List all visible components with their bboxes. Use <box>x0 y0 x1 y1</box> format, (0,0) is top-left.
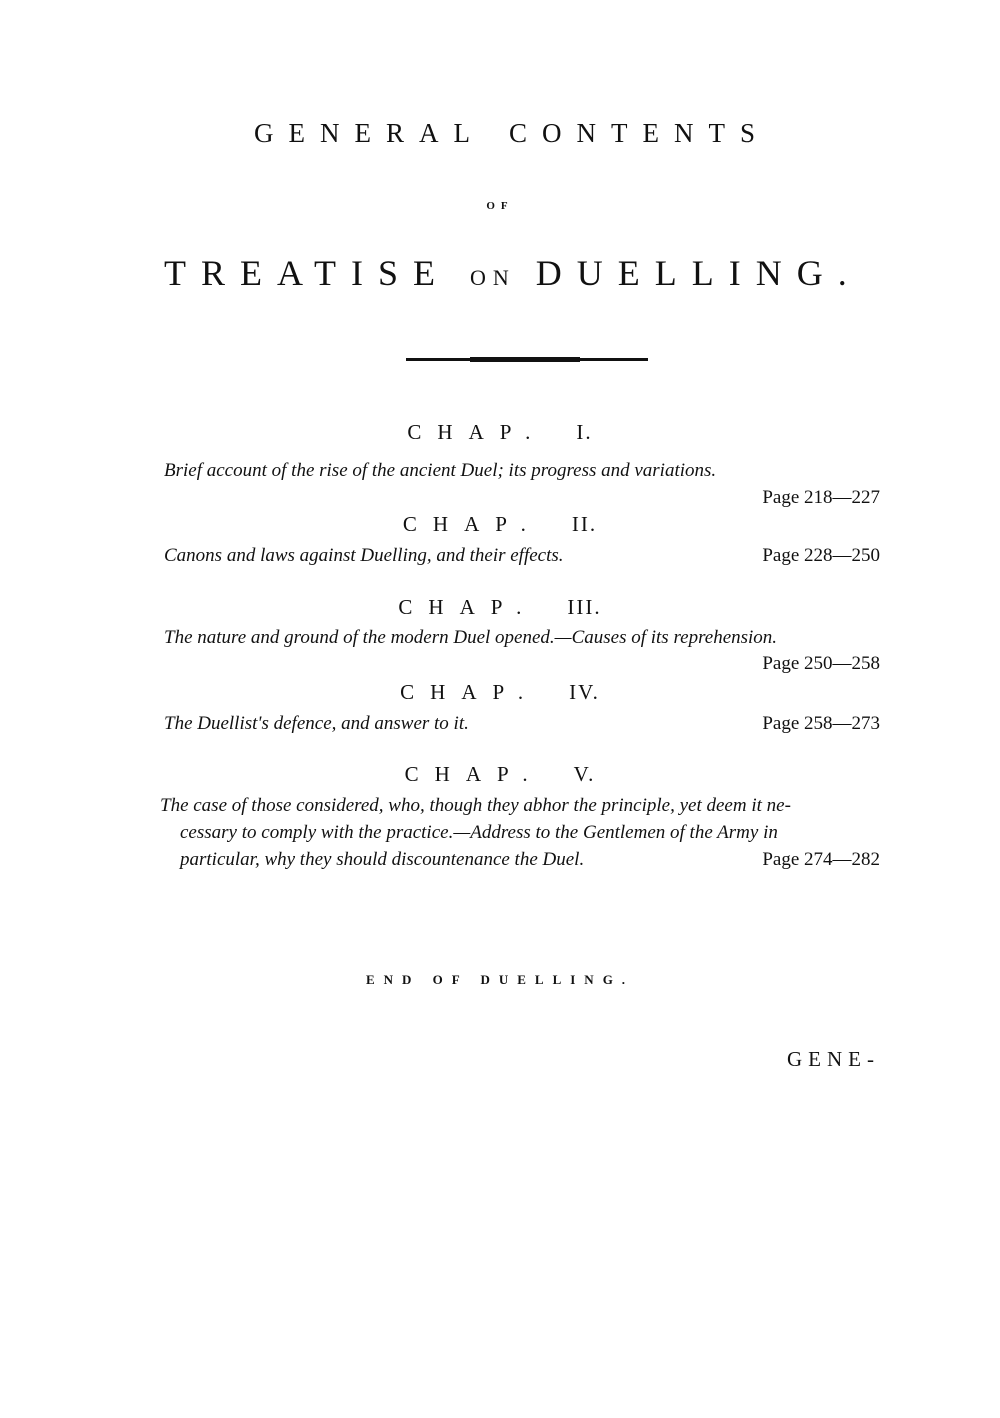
chapter-heading-2 <box>0 512 1000 537</box>
chap-label: CHAP. <box>400 680 540 704</box>
chap-label: CHAP. <box>398 595 538 619</box>
title-word-general: GENERAL <box>254 118 485 148</box>
ornamental-rule-center <box>470 357 580 362</box>
chapter-heading-3 <box>0 595 1000 620</box>
chap-numeral: III. <box>567 595 602 619</box>
title-general-contents <box>0 118 1000 149</box>
chapter-2-description: Canons and laws against Duelling, and their effects. <box>164 545 564 566</box>
chapter-4-pages: Page 258—273 <box>762 713 880 734</box>
chapter-3-pages: Page 250—258 <box>762 653 880 674</box>
catchword: GENE- <box>787 1047 880 1071</box>
chapter-5-pages: Page 274—282 <box>762 849 880 870</box>
chap-label: CHAP. <box>402 512 542 536</box>
chap-label: CHAP. <box>404 762 544 786</box>
chapter-4-description: The Duellist's defence, and answer to it. <box>164 713 469 734</box>
chapter-3-description: The nature and ground of the modern Duel opened.—Causes of its reprehension. <box>164 627 778 648</box>
chapter-2-pages: Page 228—250 <box>762 545 880 566</box>
chap-label: CHAP. <box>407 420 547 444</box>
title-word-treatise: TREATISE <box>164 253 450 293</box>
chap-numeral: IV. <box>569 680 600 704</box>
title-treatise-on-duelling <box>164 252 884 294</box>
chapter-heading-1 <box>0 420 1000 445</box>
chapter-1-pages: Page 218—227 <box>762 487 880 508</box>
chap-numeral: V. <box>573 762 596 786</box>
chapter-1-description: Brief account of the rise of the ancient Duel; its progress and variations. <box>164 460 717 481</box>
title-of: OF <box>486 200 514 212</box>
end-of-duelling: END OF DUELLING. <box>365 972 635 987</box>
chapter-5-description-line-1: The case of those considered, who, though they abhor the principle, yet deem it ne- <box>160 795 791 816</box>
chap-numeral: I. <box>576 420 593 444</box>
title-word-duelling: DUELLING. <box>535 253 862 293</box>
title-word-on: ON <box>470 265 516 290</box>
chapter-5-description-line-3: particular, why they should discountenance the Duel. <box>180 849 585 870</box>
chapter-heading-5 <box>0 762 1000 787</box>
title-word-contents: CONTENTS <box>508 118 770 148</box>
chap-numeral: II. <box>571 512 598 536</box>
chapter-5-description-line-2: cessary to comply with the practice.—Address to the Gentlemen of the Army in <box>180 822 778 843</box>
chapter-heading-4 <box>0 680 1000 705</box>
